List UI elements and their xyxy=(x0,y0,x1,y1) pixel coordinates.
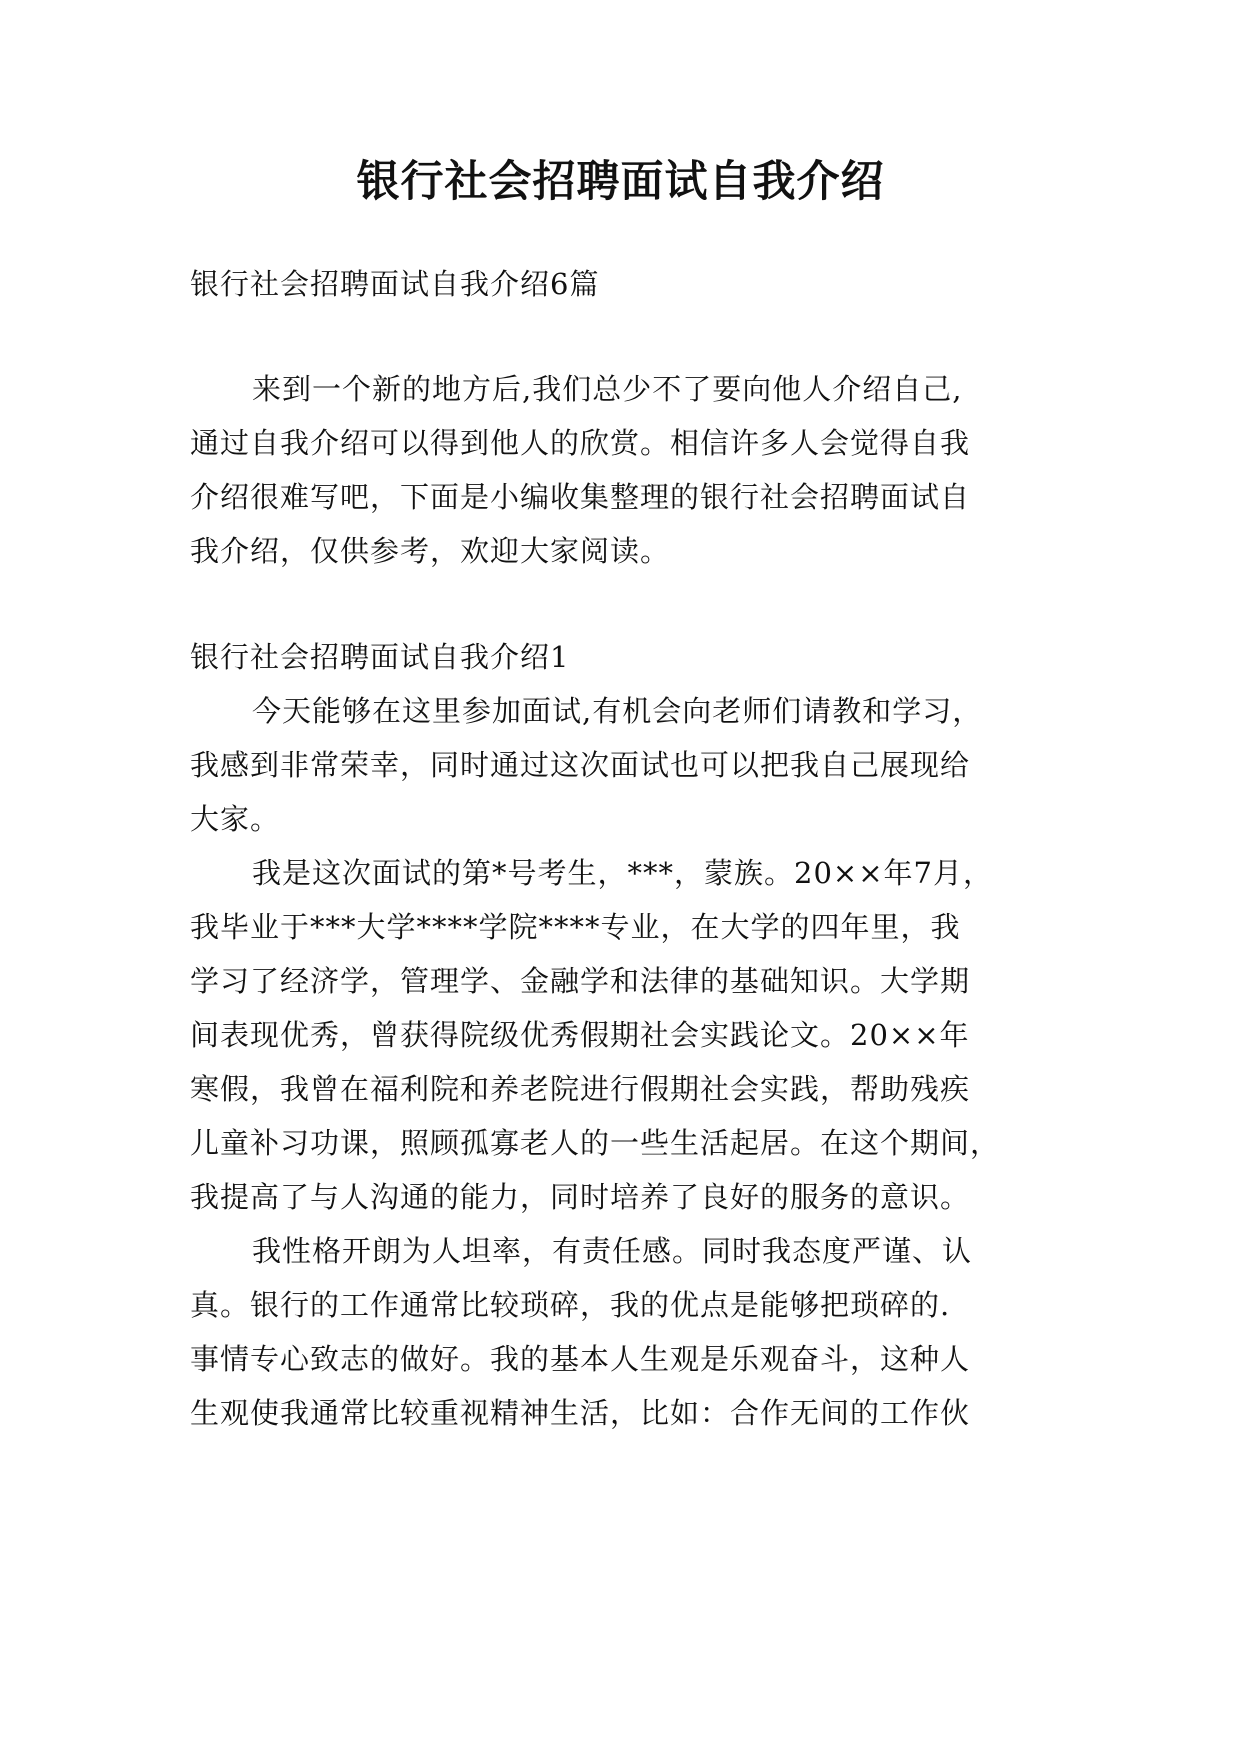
document-title: 银行社会招聘面试自我介绍 xyxy=(356,157,885,207)
paragraph-line: 儿童补习功课，照顾孤寡老人的一些生活起居。在这个期间， xyxy=(190,1126,1001,1160)
document-subtitle: 银行社会招聘面试自我介绍6篇 xyxy=(190,267,600,301)
paragraph-line: 通过自我介绍可以得到他人的欣赏。相信许多人会觉得自我 xyxy=(190,426,971,460)
paragraph-line: 生观使我通常比较重视精神生活，比如：合作无间的工作伙 xyxy=(190,1396,971,1430)
paragraph-line: 真。银行的工作通常比较琐碎，我的优点是能够把琐碎的. xyxy=(190,1288,951,1322)
paragraph-line: 间表现优秀，曾获得院级优秀假期社会实践论文。20××年 xyxy=(190,1018,970,1052)
paragraph-line: 我毕业于***大学****学院****专业，在大学的四年里，我 xyxy=(190,910,961,944)
paragraph-line: 今天能够在这里参加面试,有机会向老师们请教和学习， xyxy=(252,694,983,728)
paragraph-line: 来到一个新的地方后,我们总少不了要向他人介绍自己, xyxy=(252,372,963,406)
paragraph-line: 我是这次面试的第*号考生，***，蒙族。20××年7月， xyxy=(252,856,993,890)
paragraph-line: 大家。 xyxy=(190,802,281,836)
paragraph-line: 我提高了与人沟通的能力，同时培养了良好的服务的意识。 xyxy=(190,1180,971,1214)
section-heading: 银行社会招聘面试自我介绍1 xyxy=(190,640,570,674)
paragraph-line: 我介绍，仅供参考，欢迎大家阅读。 xyxy=(190,534,671,568)
paragraph-line: 事情专心致志的做好。我的基本人生观是乐观奋斗，这种人 xyxy=(190,1342,971,1376)
paragraph-line: 寒假，我曾在福利院和养老院进行假期社会实践，帮助残疾 xyxy=(190,1072,971,1106)
paragraph-line: 学习了经济学，管理学、金融学和法律的基础知识。大学期 xyxy=(190,964,971,998)
paragraph-line: 我性格开朗为人坦率，有责任感。同时我态度严谨、认 xyxy=(252,1234,973,1268)
paragraph-line: 我感到非常荣幸，同时通过这次面试也可以把我自己展现给 xyxy=(190,748,971,782)
paragraph-line: 介绍很难写吧，下面是小编收集整理的银行社会招聘面试自 xyxy=(190,480,971,514)
